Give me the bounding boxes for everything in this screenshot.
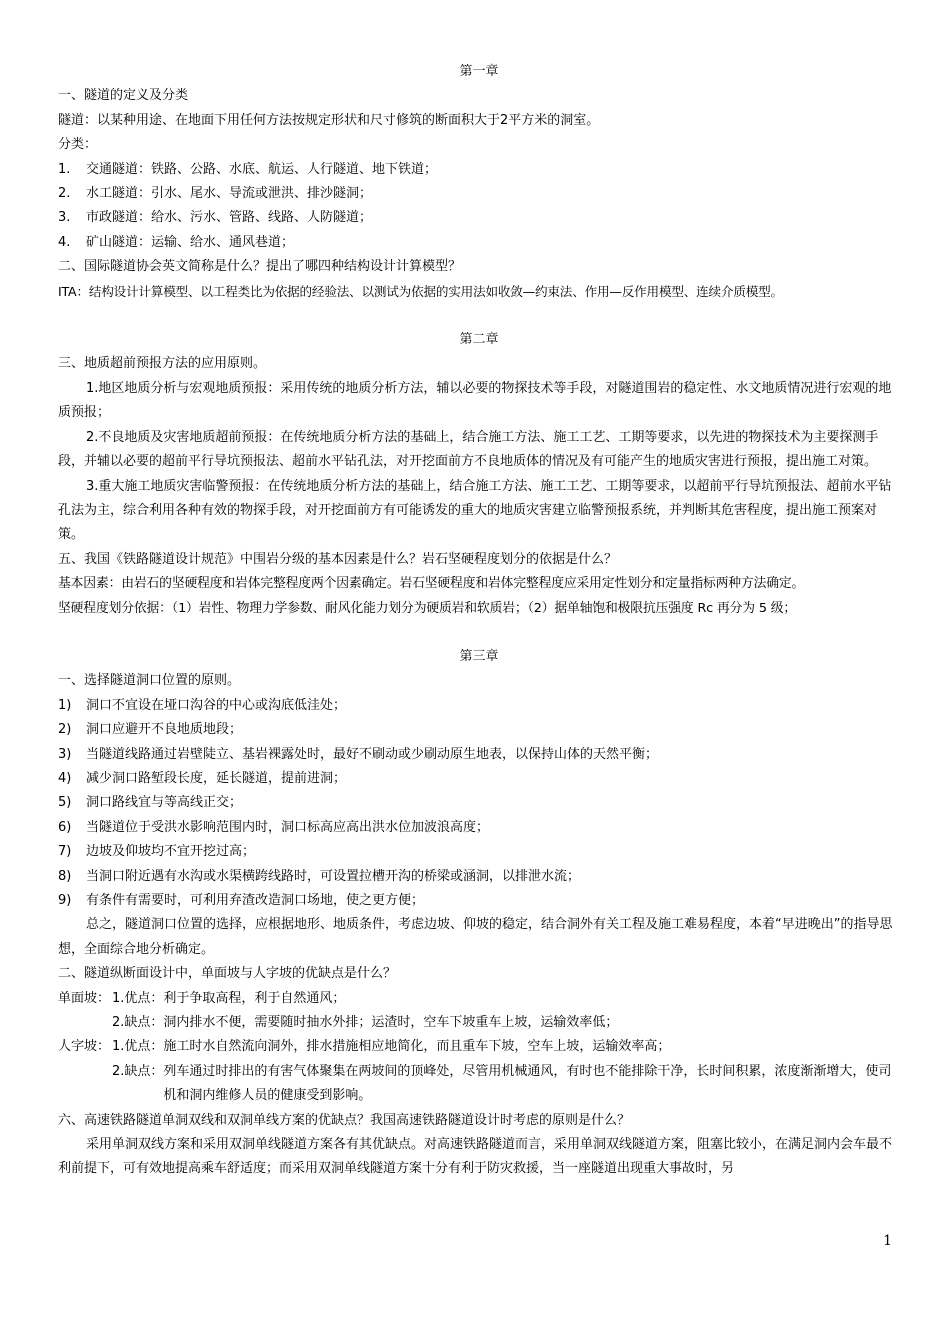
chapter-2-title: 第二章: [459, 332, 499, 348]
ch1-answer-2: ITA：结构设计计算模型、以工程类比为依据的经验法、以测试为依据的实用法如收敛—约束法、作用—反作用模型、连续介质模型。: [58, 283, 783, 299]
ch1-question-2: 二、国际隧道协会英文简称是什么？提出了哪四种结构设计计算模型？: [58, 259, 462, 275]
ch3-answer-6: 采用单洞双线方案和采用双洞单线隧道方案各有其优缺点。对高速铁路隧道而言，采用单洞双线隧道方案，阻塞比较小，在满足洞内会车最不利前提下，可有效地提高乘车舒适度；而采用双洞单线隧道方案十分有利于防灾救援，当一座隧道出现重大事故时，另: [58, 1137, 893, 1177]
ch1-question-1: 一、隧道的定义及分类: [58, 88, 189, 104]
ch3-item: 2) 洞口应避开不良地质地段；: [58, 722, 243, 738]
ch3-item: 1) 洞口不宜设在垭口沟谷的中心或沟底低洼处；: [58, 697, 347, 713]
ch2-paragraph-3: 3.重大施工地质灾害临警预报：在传统地质分析方法的基础上，结合施工方法、施工工艺、工期等要求，以超前平行导坑预报法、超前水平钻孔法为主，综合利用各种有效的物探手段，对开挖面前方有可能诱发的重大的地质灾害建立临警预报系统，并判断其危害程度，提出施工预案对策。: [58, 478, 892, 543]
ch3-item: 5) 洞口路线宜与等高线正交；: [58, 795, 243, 811]
ch3-single-slope-pros: 单面坡： 1.优点：利于争取高程，利于自然通风；: [58, 990, 346, 1006]
ch2-question-3: 三、地质超前预报方法的应用原则。: [58, 356, 267, 372]
ch3-question-1: 一、选择隧道洞口位置的原则。: [58, 673, 241, 689]
chapter-3-title: 第三章: [459, 648, 499, 664]
ch3-question-2: 二、隧道纵断面设计中，单面坡与人字坡的优缺点是什么？: [58, 966, 397, 982]
ch2-answer-5a: 基本因素：由岩石的坚硬程度和岩体完整程度两个因素确定。岩石坚硬程度和岩体完整程度应采用定性划分和定量指标两种方法确定。: [58, 576, 805, 592]
ch3-item: 7) 边坡及仰坡均不宜开挖过高；: [58, 844, 256, 860]
ch3-item: 9) 有条件有需要时，可利用弃渣改造洞口场地，使之更方便；: [58, 893, 425, 908]
ch1-definition: 隧道：以某种用途、在地面下用任何方法按规定形状和尺寸修筑的断面积大于2平方米的洞室。: [58, 112, 600, 128]
ch1-item: 2. 水工隧道：引水、尾水、导流或泄洪、排沙隧洞；: [58, 186, 373, 202]
ch3-single-slope-cons: 2.缺点：洞内排水不便，需要随时抽水外排；运渣时，空车下坡重车上坡，运输效率低；: [112, 1015, 619, 1031]
ch1-classification-label: 分类：: [58, 137, 98, 153]
ch2-paragraph-2: 2.不良地质及灾害地质超前预报：在传统地质分析方法的基础上，结合施工方法、施工工艺、工期等要求，以先进的物探技术为主要探测手段，并辅以必要的超前平行导坑预报法、超前水平钻孔法，对开挖面前方不良地质体的情况及有可能产生的地质灾害进行预报，提出施工对策。: [58, 429, 879, 470]
ch2-paragraph-1: 1.地区地质分析与宏观地质预报：采用传统的地质分析方法，辅以必要的物探技术等手段，对隧道围岩的稳定性、水文地质情况进行宏观的地质预报；: [58, 380, 892, 421]
ch1-item: 3. 市政隧道：给水、污水、管路、线路、人防隧道；: [58, 210, 373, 226]
ch2-question-5: 五、我国《铁路隧道设计规范》中围岩分级的基本因素是什么？岩石坚硬程度划分的依据是什么？: [58, 551, 618, 567]
ch3-item: 4) 减少洞口路堑段长度，延长隧道，提前进洞；: [58, 770, 347, 786]
ch1-item: 4. 矿山隧道：运输、给水、通风巷道；: [58, 234, 295, 250]
ch2-answer-5b: 坚硬程度划分依据：（1）岩性、物理力学参数、耐风化能力划分为硬质岩和软质岩；（2）据单轴饱和极限抗压强度 Rc 再分为 5 级；: [58, 600, 797, 616]
ch3-item: 6) 当隧道位于受洪水影响范围内时，洞口标高应高出洪水位加波浪高度；: [58, 819, 490, 835]
ch3-item: 3) 当隧道线路通过岩壁陡立、基岩裸露处时，最好不刷动或少刷动原生地表，以保持山体的天然平衡；: [58, 746, 659, 762]
ch3-question-6: 六、高速铁路隧道单洞双线和双洞单线方案的优缺点？我国高速铁路隧道设计时考虑的原则是什么？: [58, 1112, 631, 1128]
ch3-herringbone-slope-pros: 人字坡： 1.优点：施工时水自然流向洞外，排水措施相应地简化，而且重车下坡，空车上坡，运输效率高；: [58, 1039, 671, 1055]
document-body: [58, 60, 900, 1182]
page-number: 1: [883, 1233, 892, 1249]
chapter-1-title: 第一章: [459, 64, 499, 79]
ch1-item: 1. 交通隧道：铁路、公路、水底、航运、人行隧道、地下铁道；: [58, 161, 438, 177]
ch3-item: 8) 当洞口附近遇有水沟或水渠横跨线路时，可设置拉槽开沟的桥梁或涵洞，以排泄水流；: [58, 868, 581, 884]
ch3-herringbone-slope-cons: 2.缺点： 列车通过时排出的有害气体聚集在两坡间的顶峰处，尽管用机械通风，有时也不能排除干净，长时间积累，浓度渐渐增大，使司机和洞内维修人员的健康受到影响。: [112, 1063, 892, 1104]
ch3-summary: 总之，隧道洞口位置的选择，应根据地形、地质条件，考虑边坡、仰坡的稳定，结合洞外有关工程及施工难易程度，本着“早进晚出”的指导思想，全面综合地分析确定。: [58, 917, 893, 957]
